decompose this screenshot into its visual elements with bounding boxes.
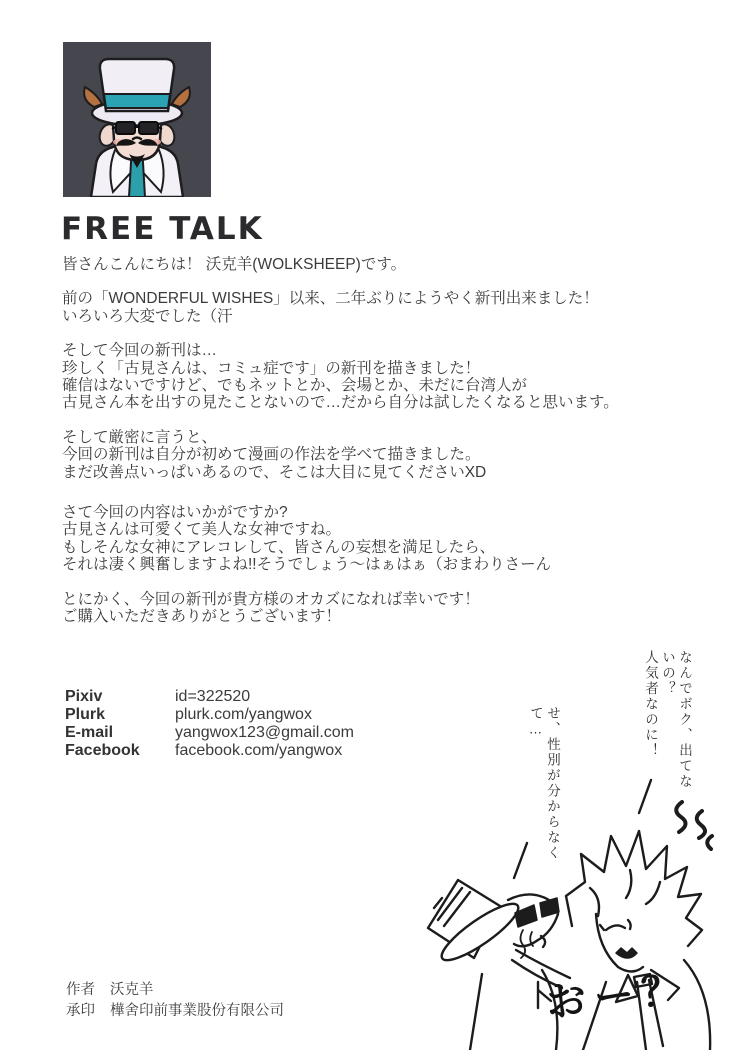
handwritten-exclaim: おー？: [544, 966, 692, 1026]
credit-label: 作者: [66, 982, 95, 998]
credit-printer: [66, 1001, 284, 1022]
credit-value: 樺舍印前事業股份有限公司: [110, 1002, 284, 1019]
speech-line: なんでボク、出てないの？: [660, 650, 692, 790]
paragraph-about-title: そして今回の新刊は… 珍しく「古見さんは、コミュ症です」の新刊を描きました！ 確信はないですけど、でもネットとか、会場とか、未だに台湾人が 古見さん本を出すの見たことないので…だから自分は試したくなると思います。: [62, 342, 619, 412]
credit-label: 承印: [66, 1002, 95, 1019]
contact-value: id=322520: [175, 688, 251, 705]
contact-label: Plurk: [65, 706, 106, 723]
credit-value: 沃克羊: [110, 982, 154, 998]
contact-email: [65, 724, 354, 742]
contact-label: Facebook: [65, 742, 140, 759]
wolksheep-avatar: [63, 42, 211, 197]
avatar-illustration: [63, 42, 211, 197]
contact-value: yangwox123@gmail.com: [175, 724, 354, 741]
contact-facebook: [65, 742, 354, 760]
paragraph-greeting: 皆さんこんにちは！ 沃克羊(WOLKSHEEP)です。: [62, 256, 407, 273]
paragraph-first-manga: そして厳密に言うと、 今回の新刊は自分が初めて漫画の作法を学べて描きました。 まだ改善点いっぱいあるので、そこは大目に見てくださいXD: [62, 428, 487, 481]
contact-label: Pixiv: [65, 688, 103, 705]
free-talk-body: [62, 256, 712, 643]
page-title: FREE TALK: [61, 211, 264, 247]
paragraph-thanks: とにかく、今回の新刊が貴方様のオカズになれば幸いです！ ご購入いただきありがとうございます！: [62, 590, 480, 626]
contact-label: E-mail: [65, 724, 114, 741]
contact-plurk: [65, 706, 354, 724]
contact-value: facebook.com/yangwox: [175, 742, 343, 759]
credit-author: [66, 980, 284, 1001]
contact-list: [65, 688, 354, 760]
contact-value: plurk.com/yangwox: [175, 706, 312, 723]
paragraph-new-book: 前の「WONDERFUL WISHES」以来、二年ぶりにようやく新刊出来ました！ いろいろ大変でした（汗: [62, 290, 599, 325]
contact-pixiv: [65, 688, 354, 706]
speech-line: せ、性別が分からなくて…: [528, 706, 560, 861]
paragraph-content: さて今回の内容はいかがですか? 古見さんは可愛くて美人な女神ですね。 もしそんな女神にアレコレして、皆さんの妄想を満足したら、 それは凄く興奮しますよね!!そうでしょう～はぁはぁ（おまわりさーん: [62, 504, 552, 574]
print-credits: [66, 980, 284, 1021]
speech-line: 人気者なのに！: [643, 650, 658, 759]
